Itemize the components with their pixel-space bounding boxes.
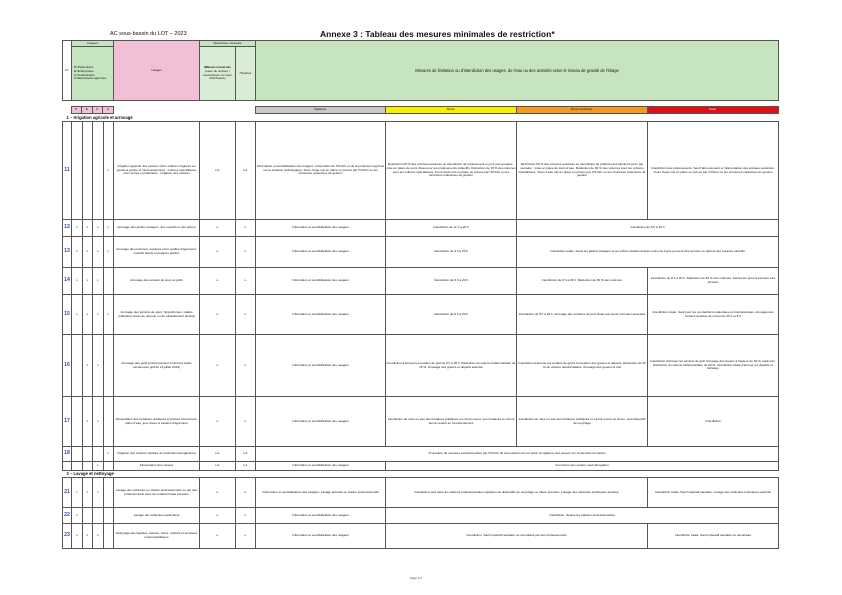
legend-alerte-renforcee: Alerte renforcée bbox=[516, 107, 647, 114]
row-milieu: s. bbox=[200, 508, 236, 524]
table-row bbox=[63, 478, 779, 508]
row-horaire: s.d. bbox=[236, 462, 256, 471]
row-milieu: s.d. bbox=[200, 462, 236, 471]
row-alerte-renforcee: Interdiction d'arroser les terrains de golf à l'exception des greens et départs. Réduction de 30 % du volume hebdomadaire. Arrosage des greens la nuit bbox=[517, 335, 648, 397]
row-crise: Interdiction des prélèvements. Seul l'abreuvement et l'alimentation des animaux autorisés. Tours d'eau mis en place ou prévus par l'OUGC ou les structures collectives de gestion bbox=[648, 122, 779, 220]
row-milieu: s. bbox=[200, 524, 236, 549]
row-a: x bbox=[103, 237, 114, 268]
row-e: x bbox=[82, 524, 93, 549]
header-n-cell: N° bbox=[63, 41, 72, 101]
row-e bbox=[82, 462, 93, 471]
row-horaire: s.d. bbox=[236, 122, 256, 220]
row-c: x bbox=[93, 335, 104, 397]
header-restriction-cell: Restriction minimale bbox=[200, 41, 256, 47]
row-usage: Lavage des véhicules particuliers bbox=[114, 508, 200, 524]
row-milieu: s.d. bbox=[200, 122, 236, 220]
row-e bbox=[82, 122, 93, 220]
row-a bbox=[103, 397, 114, 447]
legend-p: P bbox=[71, 107, 82, 114]
row-number: 13 bbox=[63, 237, 72, 268]
row-number: 18 bbox=[63, 447, 72, 462]
row-p: x bbox=[72, 268, 83, 295]
row-alerte-renforcee: Interdiction de 8 h à 20 h bbox=[517, 220, 779, 237]
row-vigilance: Information et sensibilisation des usagers bbox=[256, 524, 386, 549]
row-horaire: s. bbox=[236, 397, 256, 447]
row-usage: Arrosage des terrains de sport et golfs bbox=[114, 268, 200, 295]
row-alerte-renforcee: Interdiction de mise en eau des fontaines publiques en circuit ouvert ou fermé, sauf dispositif de recyclage bbox=[517, 397, 648, 447]
row-p: x bbox=[72, 508, 83, 524]
legend-crise: Crise bbox=[647, 107, 778, 114]
row-milieu: s.d. bbox=[200, 447, 236, 462]
header-main-cell: Mesures de limitation ou d'interdiction des usages, de l'eau ou des activités selon le niveau de gravité de l'étiage bbox=[256, 41, 779, 101]
page-footer: Page 1/7 bbox=[410, 576, 423, 580]
row-number: 11 bbox=[63, 122, 72, 220]
row-crise: Interdiction totale. Sauf pour les compétitions nationales et internationales, arrosage des terrains autorisé de nuit entre 20 h et 8 h bbox=[648, 295, 779, 335]
row-c: x bbox=[93, 524, 104, 549]
row-c bbox=[93, 447, 104, 462]
row-alerte-renforcee: Interdiction de 8 h à 20 h. Réduction de 30 % des volumes bbox=[517, 268, 648, 295]
row-number: 12 bbox=[63, 220, 72, 237]
table-row bbox=[63, 295, 779, 335]
row-milieu: s. bbox=[200, 478, 236, 508]
row-alerte: Interdiction sauf dans les stations professionnelles équipées de dispositifs de recyclage ou haute pression. Lavage des véhicules techniques autorisé bbox=[386, 478, 648, 508]
row-usage: Arrosage des terrains de sport, hippodromes, stades (utilisation d'eau de retenue ou de ruissellement pluvial) bbox=[114, 295, 200, 335]
row-usage: Arrosage des pelouses, espaces verts, jardins d'agrément, massifs fleuris et espaces publics bbox=[114, 237, 200, 268]
row-number: 14 bbox=[63, 268, 72, 295]
row-horaire: s.d. bbox=[236, 447, 256, 462]
row-vigilance: Information et sensibilisation des usagers bbox=[256, 220, 386, 237]
legend-vigilance: Vigilance bbox=[255, 107, 385, 114]
row-c: x bbox=[93, 462, 104, 471]
table-row bbox=[63, 335, 779, 397]
legend-spacer bbox=[62, 107, 71, 114]
row-number bbox=[63, 462, 72, 471]
section-title-irrigation: 1 – Irrigation agricole et arrosage bbox=[66, 115, 133, 121]
row-e: x bbox=[82, 220, 93, 237]
row-usage: Lavage des véhicules en station professionnelle ou par des professionnels avec du matériel haute pression bbox=[114, 478, 200, 508]
row-usage: Irrigation agricole des cultures (hors cultures irriguées au goutte-à-goutte et micro-aspersion) ; cultures spécialisées sous serres et pépinières ; irrigation des cultures bbox=[114, 122, 200, 220]
row-usage: Nettoyage des façades, toitures, vitres, trottoirs et terrasses imperméabilisées bbox=[114, 524, 200, 549]
row-c: x bbox=[93, 397, 104, 447]
row-vigilance: Information et sensibilisation des usagers bbox=[256, 335, 386, 397]
row-c: x bbox=[93, 237, 104, 268]
row-milieu: s. bbox=[200, 397, 236, 447]
row-a bbox=[103, 478, 114, 508]
row-usage: Alimentation des canaux bbox=[114, 462, 200, 471]
row-alerte: Interdiction de 8 h à 20 h bbox=[386, 295, 517, 335]
legend-c: C bbox=[92, 107, 103, 114]
row-horaire: s. bbox=[236, 295, 256, 335]
row-alerte: Interdiction de 8 h à 20 h bbox=[386, 268, 517, 295]
row-e bbox=[82, 508, 93, 524]
row-usage: Arrosage des jardins potagers, des massifs et des arbres bbox=[114, 220, 200, 237]
table-row bbox=[63, 397, 779, 447]
table-row bbox=[63, 268, 779, 295]
row-alerte: Interdiction de 11 h à 20 h bbox=[386, 220, 517, 237]
row-a bbox=[103, 268, 114, 295]
row-c bbox=[93, 508, 104, 524]
row-p bbox=[72, 447, 83, 462]
header-usagers-cell: Usagers bbox=[72, 41, 114, 47]
row-e: x bbox=[82, 268, 93, 295]
row-crise: Interdiction de 8 h à 20 h. Réduction de 60 % des volumes. Seules les greens peuvent être arrosés bbox=[648, 268, 779, 295]
row-crise: Interdiction d'arroser les terrains de golf. Arrosage des greens à hauteur de 30 % maximum. Réduction du volume hebdomadaire de 60 %. Interdiction totale d'arroser les départs et fairways bbox=[648, 335, 779, 397]
row-p bbox=[72, 122, 83, 220]
header-left-label: AC sous-bassin du LOT – 2023 bbox=[110, 31, 187, 37]
header-table bbox=[62, 40, 779, 101]
row-a: x bbox=[103, 220, 114, 237]
row-alerte: Interdiction. Sauf impératif sanitaire ou sécuritaire par des professionnels bbox=[386, 524, 648, 549]
row-a: x bbox=[103, 295, 114, 335]
row-alerte-renforcee: Interdiction de 8 h à 20 h. Arrosage des surfaces de jeux limité aux seuls créneaux autorisés bbox=[517, 295, 648, 335]
row-a bbox=[103, 335, 114, 397]
row-e: x bbox=[82, 335, 93, 397]
row-number: 22 bbox=[63, 508, 72, 524]
legend-spacer-2 bbox=[113, 107, 255, 114]
measures-table bbox=[62, 115, 779, 549]
row-e: x bbox=[82, 237, 93, 268]
row-number: 15 bbox=[63, 295, 72, 335]
row-e bbox=[82, 447, 93, 462]
row-c: x bbox=[93, 295, 104, 335]
row-milieu: s. bbox=[200, 295, 236, 335]
row-c bbox=[93, 122, 104, 220]
table-row bbox=[63, 524, 779, 549]
row-p bbox=[72, 462, 83, 471]
row-e: x bbox=[82, 295, 93, 335]
table-row bbox=[63, 462, 779, 471]
header-horaire-cell: Horaires bbox=[236, 47, 256, 101]
table-row bbox=[63, 220, 779, 237]
row-vigilance: Information et sensibilisation des usagers bbox=[256, 237, 386, 268]
header-milieu-label: Milieux concernés bbox=[204, 65, 231, 70]
section-title-lavage: 2 – Lavage et nettoyage bbox=[66, 471, 114, 477]
row-crise: Interdiction bbox=[648, 397, 779, 447]
row-alerte: Fermeture des canaux sauf dérogation bbox=[386, 462, 779, 471]
table-row bbox=[63, 122, 779, 220]
row-horaire: s. bbox=[236, 508, 256, 524]
header-milieu-cell bbox=[200, 47, 236, 101]
row-number: 17 bbox=[63, 397, 72, 447]
page-title: Annexe 3 : Tableau des mesures minimales de restriction* bbox=[320, 29, 555, 39]
row-crise: Interdiction totale. Sauf impératif sanitaire. Lavage des véhicules techniques autorisé bbox=[648, 478, 779, 508]
row-usage: Alimentation des fontaines publiques et privées d'ornement, plans d'eau, jeux d'eau et bassins d'agrément bbox=[114, 397, 200, 447]
row-usage: Irrigation des cultures (arrêtés de restriction dérogatoires) bbox=[114, 447, 200, 462]
row-c: x bbox=[93, 220, 104, 237]
header-usagers-legend: P=Particuliers E=Entreprises C=Collectivités A=Exploitants agricoles bbox=[72, 47, 114, 101]
row-e: x bbox=[82, 397, 93, 447]
row-p: x bbox=[72, 478, 83, 508]
legend-alerte: Alerte bbox=[385, 107, 516, 114]
row-usage: Arrosage des golfs (conformément à l'accord cadre sécheresse golf du 13 juillet 2019) bbox=[114, 335, 200, 397]
row-a: x bbox=[103, 447, 114, 462]
row-vigilance: Information et sensibilisation des usagers bbox=[256, 462, 386, 471]
row-c: x bbox=[93, 268, 104, 295]
row-a: x bbox=[103, 122, 114, 220]
row-milieu: s. bbox=[200, 268, 236, 295]
header-milieu-sub: (eaux de surface / souterraines ou eaux distribuées) bbox=[203, 68, 232, 81]
table-row bbox=[63, 508, 779, 524]
row-vigilance: Information et sensibilisation des usagers bbox=[256, 268, 386, 295]
row-p bbox=[72, 397, 83, 447]
row-number: 23 bbox=[63, 524, 72, 549]
row-milieu: s. bbox=[200, 237, 236, 268]
row-alerte: Interdiction de mise en eau des fontaines publiques en circuit ouvert. Les fontaines en circuit fermé restent en fonctionnement bbox=[386, 397, 517, 447]
legend-table bbox=[62, 106, 779, 114]
row-number: 21 bbox=[63, 478, 72, 508]
row-horaire: s. bbox=[236, 524, 256, 549]
row-horaire: s. bbox=[236, 478, 256, 508]
row-p: x bbox=[72, 524, 83, 549]
row-vigilance: Information et sensibilisation des usagers. Information de l'OUGC et de la profession agricole sur la situation hydrologique. Tours d'eau mis en place ou prévus par l'OUGC ou les structures collectives de gestion bbox=[256, 122, 386, 220]
row-vigilance: Information et sensibilisation des usagers bbox=[256, 508, 386, 524]
row-a bbox=[103, 462, 114, 471]
row-number: 16 bbox=[63, 335, 72, 397]
row-horaire: s. bbox=[236, 220, 256, 237]
header-usages-cell: Usages bbox=[114, 41, 200, 101]
row-vigilance: Information et sensibilisation des usagers bbox=[256, 397, 386, 447]
row-alerte: Interdiction de 9 h à 20 h bbox=[386, 237, 517, 268]
row-a bbox=[103, 524, 114, 549]
row-p: x bbox=[72, 237, 83, 268]
row-a bbox=[103, 508, 114, 524]
row-e: x bbox=[82, 478, 93, 508]
row-crise: Interdiction totale. Sauf impératif sanitaire ou sécuritaire bbox=[648, 524, 779, 549]
row-horaire: s. bbox=[236, 268, 256, 295]
row-p bbox=[72, 335, 83, 397]
row-alerte: Interdiction d'arroser les terrains de golf de 8 h à 20 h. Réduction du volume hebdomadaire de 15 %. Arrosage des greens et départs autorisé bbox=[386, 335, 517, 397]
row-alerte: Restriction 25 % des volumes autorisés ou interdiction de prélèvement un jour par semaine ; mise en place de tours d'eau pour les prélèvements collectifs. Réduction de 15 % des volumes pour les cultures spécialisées. Tours d'eau mis en place ou prévus par l'OUGC ou les structures collectives de gestion bbox=[386, 122, 517, 220]
row-vigilance: Information et sensibilisation des usagers. Lavage autorisé en station professionnelle bbox=[256, 478, 386, 508]
row-alerte-renforcee: Interdiction totale. Seuls les jardins potagers et les arbres plantés depuis moins de 3 ans peuvent être arrosés en dehors des horaires interdits bbox=[517, 237, 779, 268]
table-row bbox=[63, 237, 779, 268]
row-horaire: s. bbox=[236, 237, 256, 268]
row-alerte-renforcee: Restriction 50 % des volumes autorisés ou interdiction de prélèvement plusieurs jours par semaine ; mise en place de tours d'eau. Réduction de 30 % des volumes pour les cultures spécialisées. Tours d'eau mis en place ou prévus par l'OUGC ou les structures collectives de gestion bbox=[517, 122, 648, 220]
row-c: x bbox=[93, 478, 104, 508]
row-vigilance: Information et sensibilisation des usagers bbox=[256, 295, 386, 335]
legend-a: A bbox=[103, 107, 114, 114]
row-vigilance: Procédure de mesures exceptionnelles par l'OUGC du sous-bassin du Lot selon la vigilance des assecs sur l'ensemble du bassin bbox=[256, 447, 779, 462]
row-p: x bbox=[72, 220, 83, 237]
row-horaire: s. bbox=[236, 335, 256, 397]
row-p: x bbox=[72, 295, 83, 335]
row-alerte: Interdiction. Seules les stations professionnelles bbox=[386, 508, 779, 524]
table-row bbox=[63, 447, 779, 462]
row-milieu: s. bbox=[200, 220, 236, 237]
legend-e: E bbox=[82, 107, 93, 114]
row-milieu: s. bbox=[200, 335, 236, 397]
